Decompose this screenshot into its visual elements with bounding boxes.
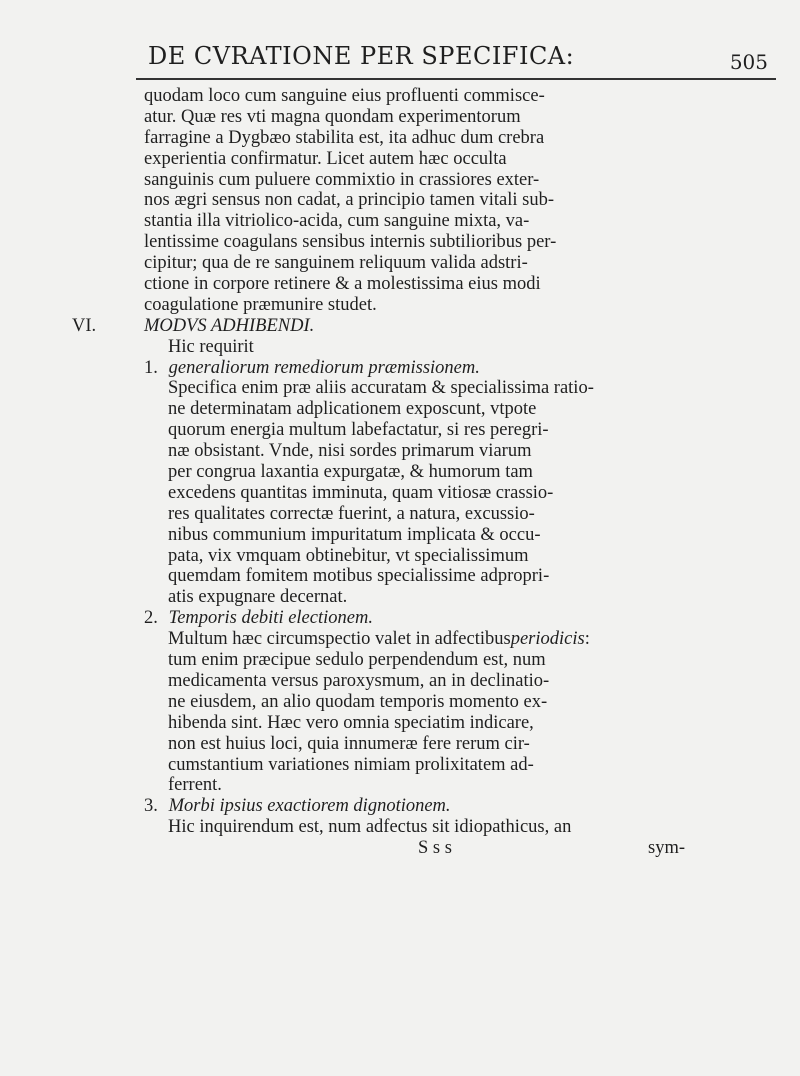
text-line: non est huius loci, quia innumeræ fere rerum cir- bbox=[168, 733, 530, 754]
text-line: medicamenta versus paroxysmum, an in declinatio- bbox=[168, 670, 550, 691]
section-numeral: VI. bbox=[72, 315, 97, 336]
item-number: 1. bbox=[144, 357, 158, 378]
text-line: Hic inquirendum est, num adfectus sit idiopathicus, an bbox=[168, 817, 572, 838]
item-number: 3. bbox=[144, 796, 158, 817]
text-line bbox=[72, 629, 790, 650]
page-number: 505 bbox=[729, 50, 768, 74]
text-line: ne determinatam adplicationem exposcunt, vtpote bbox=[168, 399, 537, 420]
text-line: nibus communium impuritatum implicata & occu- bbox=[168, 524, 541, 545]
header-rule bbox=[136, 78, 776, 80]
text-span: Multum hæc circumspectio valet in adfectibus bbox=[168, 629, 511, 650]
text-line: næ obsistant. Vnde, nisi sordes primarum viarum bbox=[168, 441, 532, 462]
text-line: atis expugnare decernat. bbox=[168, 587, 348, 608]
text-line: res qualitates correctæ fuerint, a natura, excussio- bbox=[168, 503, 535, 524]
text-line: quemdam fomitem motibus specialissime adpropri- bbox=[168, 566, 550, 587]
section-heading bbox=[72, 316, 790, 337]
text-line: farragine a Dygbæo stabilita est, ita adhuc dum crebra bbox=[144, 127, 545, 148]
text-line: ne eiusdem, an alio quodam temporis momento ex- bbox=[168, 691, 548, 712]
text-line: tum enim præcipue sedulo perpendendum est, num bbox=[168, 650, 546, 671]
text-line: lentissime coagulans sensibus internis subtilioribus per- bbox=[144, 232, 557, 253]
signature-mark: S s s bbox=[418, 838, 452, 859]
page-footer bbox=[72, 838, 790, 859]
text-line: quodam loco cum sanguine eius profluenti commisce- bbox=[144, 86, 545, 106]
text-body bbox=[72, 86, 790, 859]
item-heading bbox=[72, 608, 790, 629]
page-header bbox=[136, 42, 796, 82]
item-number: 2. bbox=[144, 608, 158, 629]
catchword: sym- bbox=[648, 838, 685, 859]
text-line: cumstantium variationes nimiam prolixitatem ad- bbox=[168, 754, 534, 775]
italic-term: periodicis bbox=[510, 629, 585, 650]
section-intro: Hic requirit bbox=[168, 336, 254, 357]
text-line: per congrua laxantia expurgatæ, & humorum tam bbox=[168, 462, 533, 483]
running-head: DE CVRATIONE PER SPECIFICA: bbox=[148, 42, 575, 70]
text-line: quorum energia multum labefactatur, si res peregri- bbox=[168, 420, 549, 441]
text-line: pata, vix vmquam obtinebitur, vt specialissimum bbox=[168, 545, 529, 566]
text-line: nos ægri sensus non cadat, a principio tamen vitali sub- bbox=[144, 190, 555, 211]
item-title: generaliorum remediorum præmissionem. bbox=[168, 357, 480, 378]
item-heading bbox=[72, 358, 790, 379]
item-heading bbox=[72, 796, 790, 817]
text-line: excedens quantitas imminuta, quam vitiosæ crassio- bbox=[168, 482, 554, 503]
text-line: hibenda sint. Hæc vero omnia speciatim indicare, bbox=[168, 712, 534, 733]
item-title: Temporis debiti electionem. bbox=[168, 608, 373, 629]
text-line: atur. Quæ res vti magna quondam experimentorum bbox=[144, 106, 521, 127]
item-title: Morbi ipsius exactiorem dignotionem. bbox=[168, 796, 451, 817]
text-line: stantia illa vitriolico-acida, cum sanguine mixta, va- bbox=[144, 211, 530, 232]
text-line: coagulatione præmunire studet. bbox=[144, 294, 377, 315]
text-line: sanguinis cum puluere commixtio in crassiores exter- bbox=[144, 169, 540, 190]
text-line: Specifica enim præ aliis accuratam & specialissima ratio- bbox=[168, 378, 594, 399]
text-span: : bbox=[584, 629, 590, 650]
text-line: experientia confirmatur. Licet autem hæc occulta bbox=[144, 148, 507, 169]
text-line: ferrent. bbox=[168, 775, 222, 796]
text-line: cipitur; qua de re sanguinem reliquum valida adstri- bbox=[144, 253, 528, 274]
section-title: MODVS ADHIBENDI. bbox=[144, 315, 315, 336]
text-line: ctione in corpore retinere & a molestissima eius modi bbox=[144, 274, 541, 295]
